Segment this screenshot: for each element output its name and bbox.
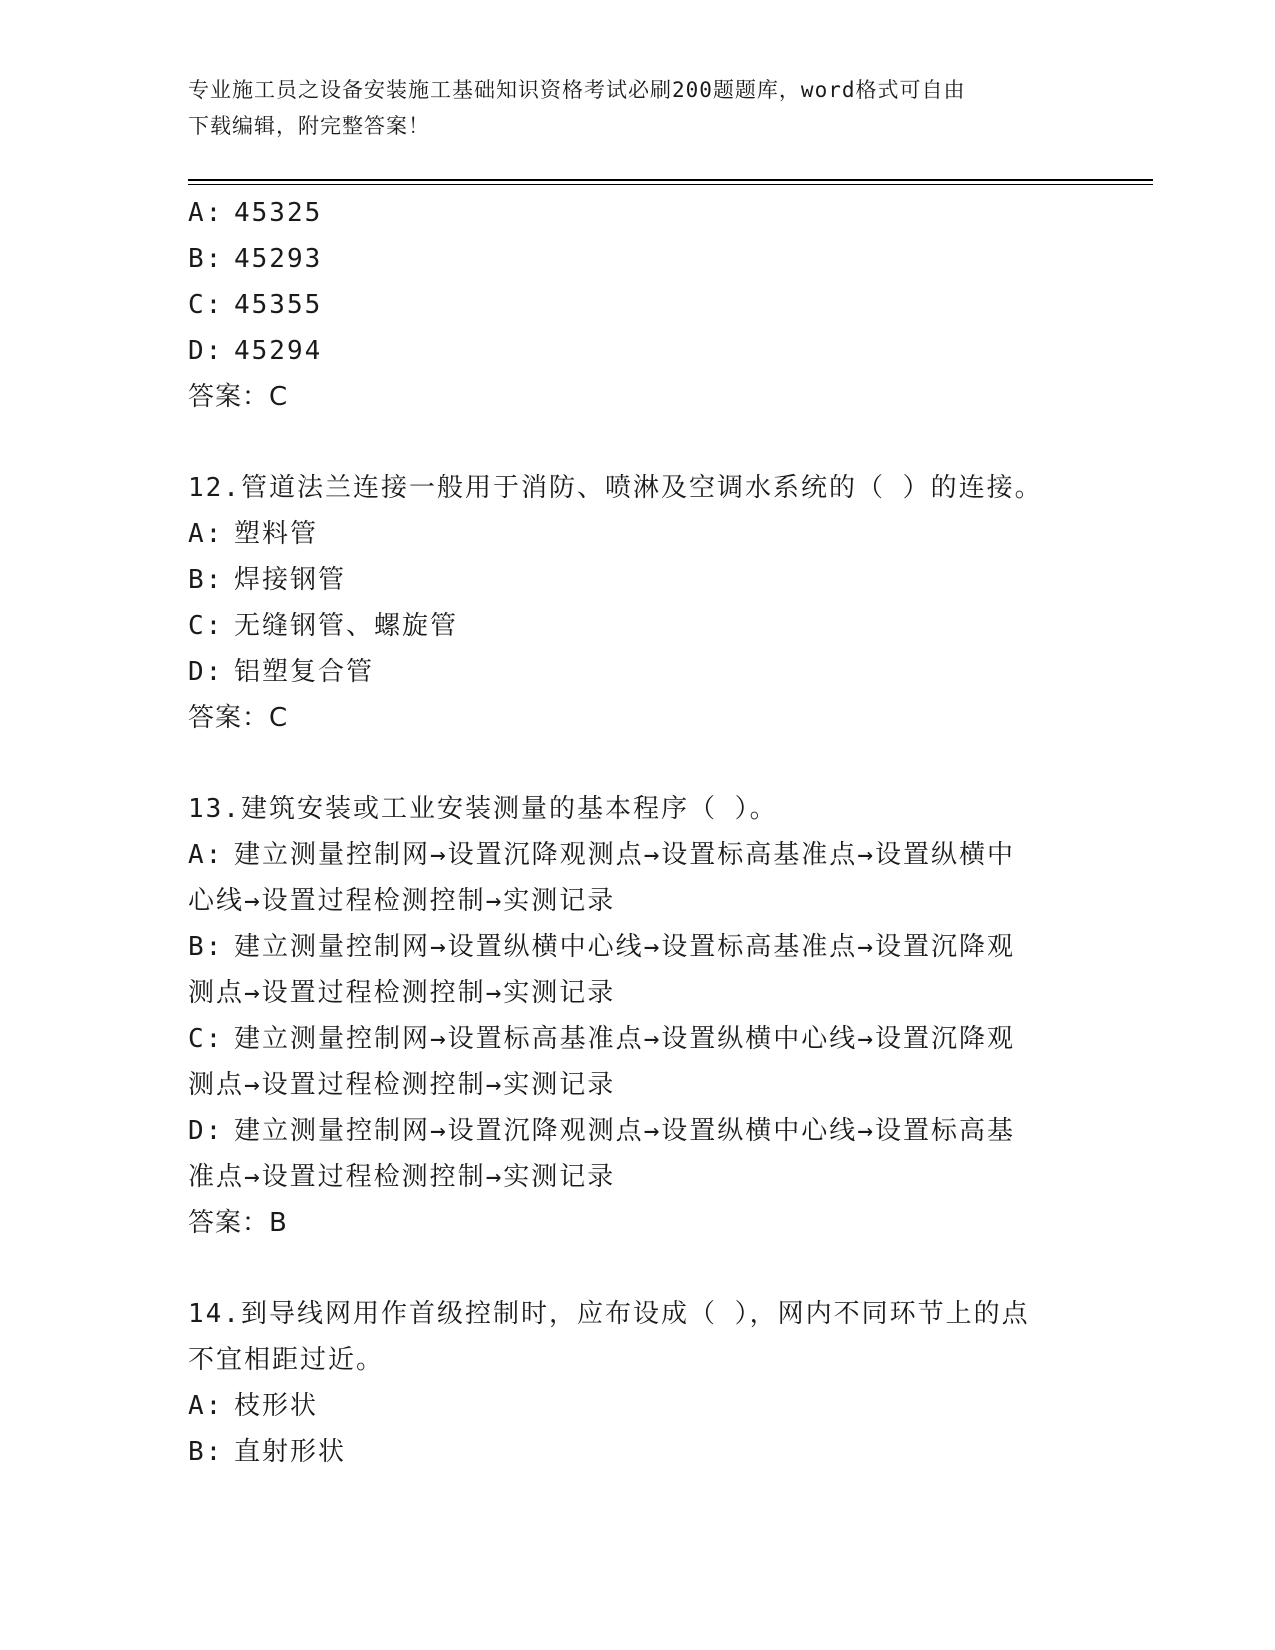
question-spacer — [188, 1246, 1088, 1291]
option-b-continued: 测点→设置过程检测控制→实测记录 — [188, 978, 616, 1008]
option-d-continued: 准点→设置过程检测控制→实测记录 — [188, 1162, 616, 1192]
option-c: C: 无缝钢管、螺旋管 — [188, 611, 459, 641]
option-b: B: 直射形状 — [188, 1437, 347, 1467]
option-a-continued: 心线→设置过程检测控制→实测记录 — [188, 886, 616, 916]
option-b: B: 45293 — [188, 244, 323, 274]
answer-line: 答案：C — [188, 703, 289, 733]
option-b: B: 焊接钢管 — [188, 565, 347, 595]
option-a: A: 塑料管 — [188, 519, 319, 549]
header-line-1: 专业施工员之设备安装施工基础知识资格考试必刷200题题库，word格式可自由 — [188, 78, 966, 102]
header-rule-thin — [188, 184, 1153, 185]
question-content — [188, 190, 1088, 1475]
option-d: D: 建立测量控制网→设置沉降观测点→设置纵横中心线→设置标高基 — [188, 1116, 1015, 1146]
document-header — [188, 72, 1068, 144]
answer-line: 答案：C — [188, 382, 289, 412]
question-stem: 13.建筑安装或工业安装测量的基本程序（ ）。 — [188, 794, 778, 824]
option-d: D: 45294 — [188, 336, 323, 366]
header-rule-thick — [188, 179, 1153, 181]
option-c: C: 45355 — [188, 290, 323, 320]
question-stem: 14.到导线网用作首级控制时，应布设成（ ），网内不同环节上的点 — [188, 1299, 1030, 1329]
option-a: A: 建立测量控制网→设置沉降观测点→设置标高基准点→设置纵横中 — [188, 840, 1015, 870]
header-line-2: 下载编辑，附完整答案！ — [188, 114, 430, 138]
option-a: A: 枝形状 — [188, 1391, 319, 1421]
option-a: A: 45325 — [188, 198, 323, 228]
question-stem-continued: 不宜相距过近。 — [188, 1345, 385, 1375]
option-d: D: 铝塑复合管 — [188, 657, 375, 687]
option-c: C: 建立测量控制网→设置标高基准点→设置纵横中心线→设置沉降观 — [188, 1024, 1015, 1054]
answer-line: 答案：B — [188, 1208, 288, 1238]
question-spacer — [188, 741, 1088, 786]
option-c-continued: 测点→设置过程检测控制→实测记录 — [188, 1070, 616, 1100]
question-stem: 12.管道法兰连接一般用于消防、喷淋及空调水系统的（ ）的连接。 — [188, 473, 1043, 503]
option-b: B: 建立测量控制网→设置纵横中心线→设置标高基准点→设置沉降观 — [188, 932, 1015, 962]
question-spacer — [188, 420, 1088, 465]
